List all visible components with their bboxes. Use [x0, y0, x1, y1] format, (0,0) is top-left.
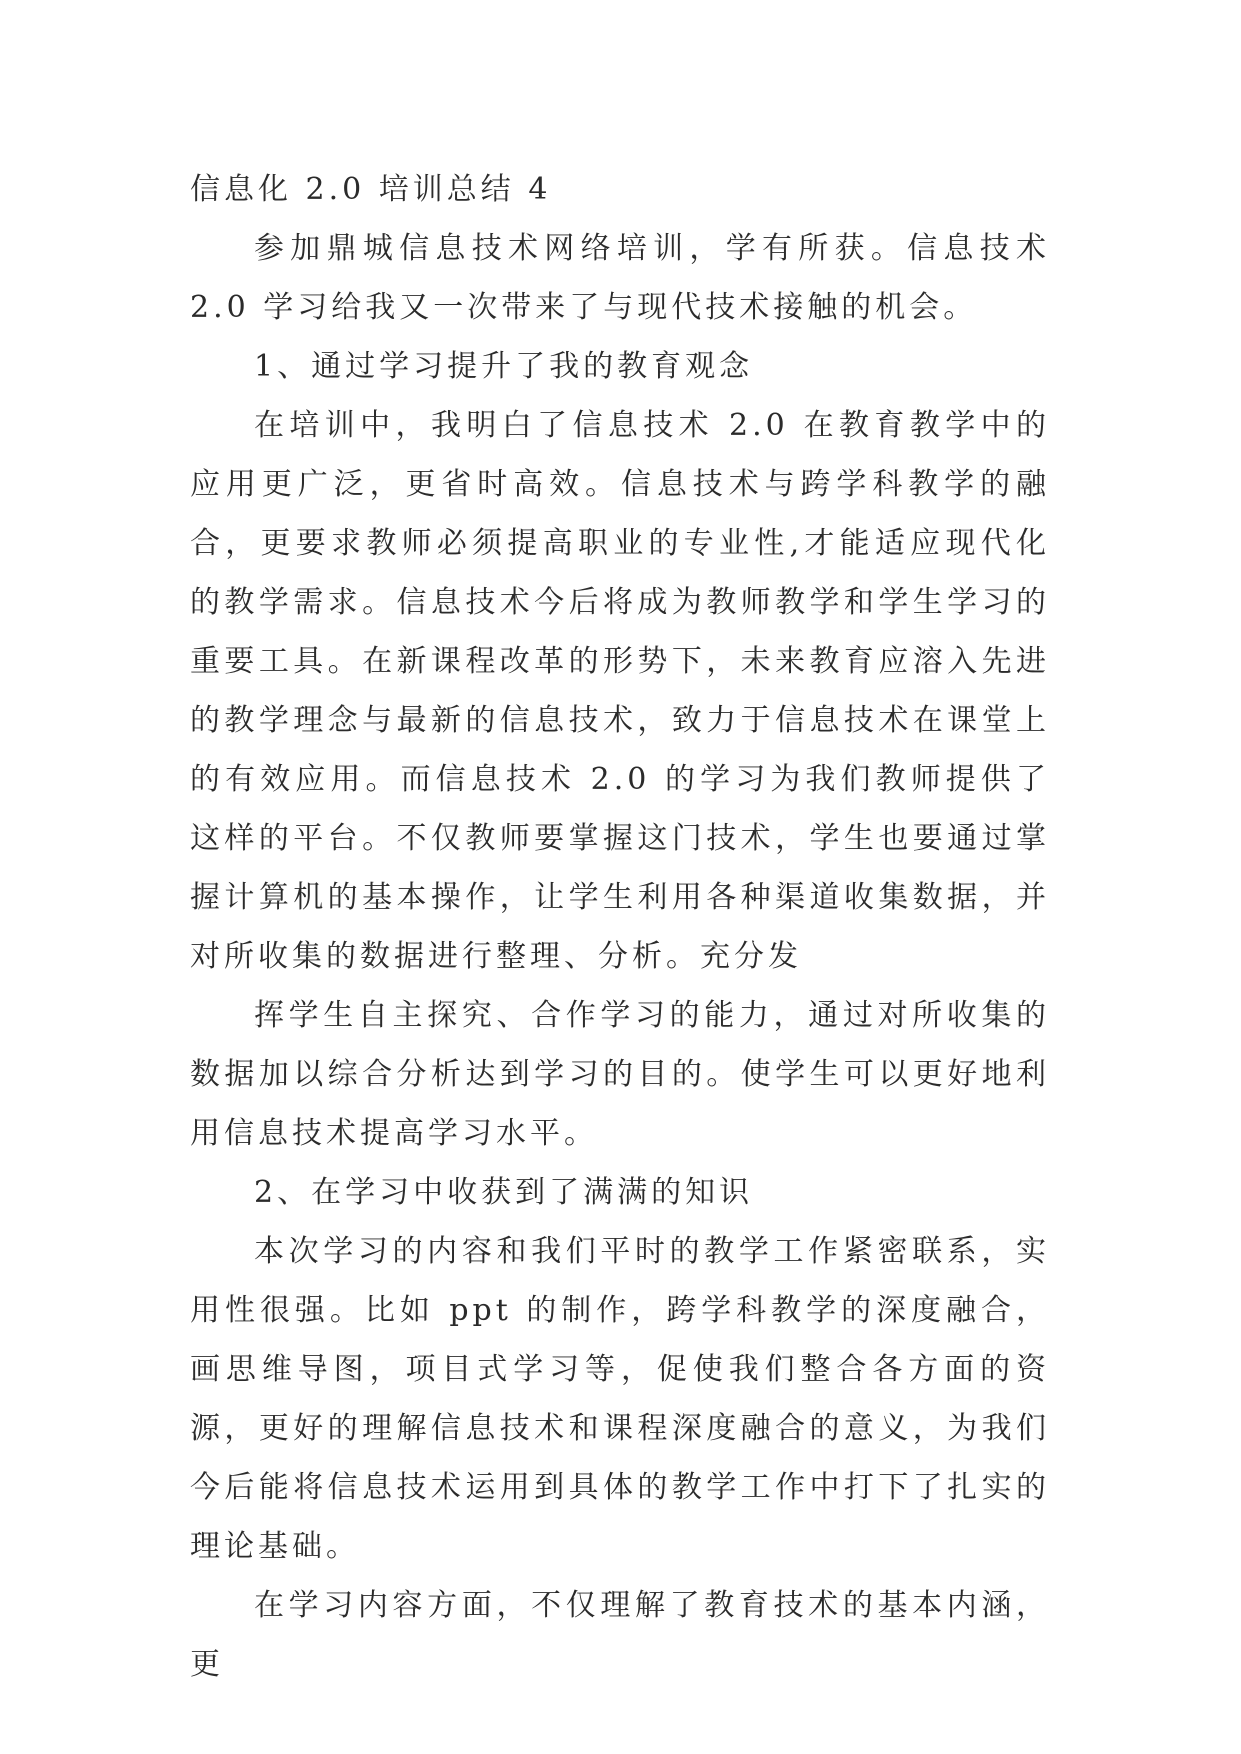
document-title: 信息化 2.0 培训总结 4 [190, 172, 552, 207]
document-body [190, 160, 1050, 1694]
paragraph-section-2: 本次学习的内容和我们平时的教学工作紧密联系，实用性很强。比如 ppt 的制作，跨学科教学的深度融合，画思维导图，项目式学习等，促使我们整合各方面的资源，更好的理解信息技术和课程深度融合的意义，为我们今后能将信息技术运用到具体的教学工作中打下了扎实的理论基础。 [190, 1234, 1050, 1564]
paragraph-section-2-continued: 在学习内容方面，不仅理解了教育技术的基本内涵，更 [190, 1588, 1050, 1682]
paragraph-section-1-continued: 挥学生自主探究、合作学习的能力，通过对所收集的数据加以综合分析达到学习的目的。使学生可以更好地利用信息技术提高学习水平。 [190, 998, 1050, 1151]
paragraph-intro: 参加鼎城信息技术网络培训，学有所获。信息技术 2.0 学习给我又一次带来了与现代技术接触的机会。 [190, 231, 1050, 325]
paragraph-section-1: 在培训中，我明白了信息技术 2.0 在教育教学中的应用更广泛，更省时高效。信息技术与跨学科教学的融合，更要求教师必须提高职业的专业性,才能适应现代化的教学需求。信息技术今后将成为教师教学和学生学习的重要工具。在新课程改革的形势下，未来教育应溶入先进的教学理念与最新的信息技术，致力于信息技术在课堂上的有效应用。而信息技术 2.0 的学习为我们教师提供了这样的平台。不仅教师要掌握这门技术，学生也要通过掌握计算机的基本操作，让学生利用各种渠道收集数据，并对所收集的数据进行整理、分析。充分发 [190, 408, 1050, 974]
section-heading-1: 1、通过学习提升了我的教育观念 [254, 349, 754, 384]
section-heading-2: 2、在学习中收获到了满满的知识 [254, 1175, 754, 1210]
